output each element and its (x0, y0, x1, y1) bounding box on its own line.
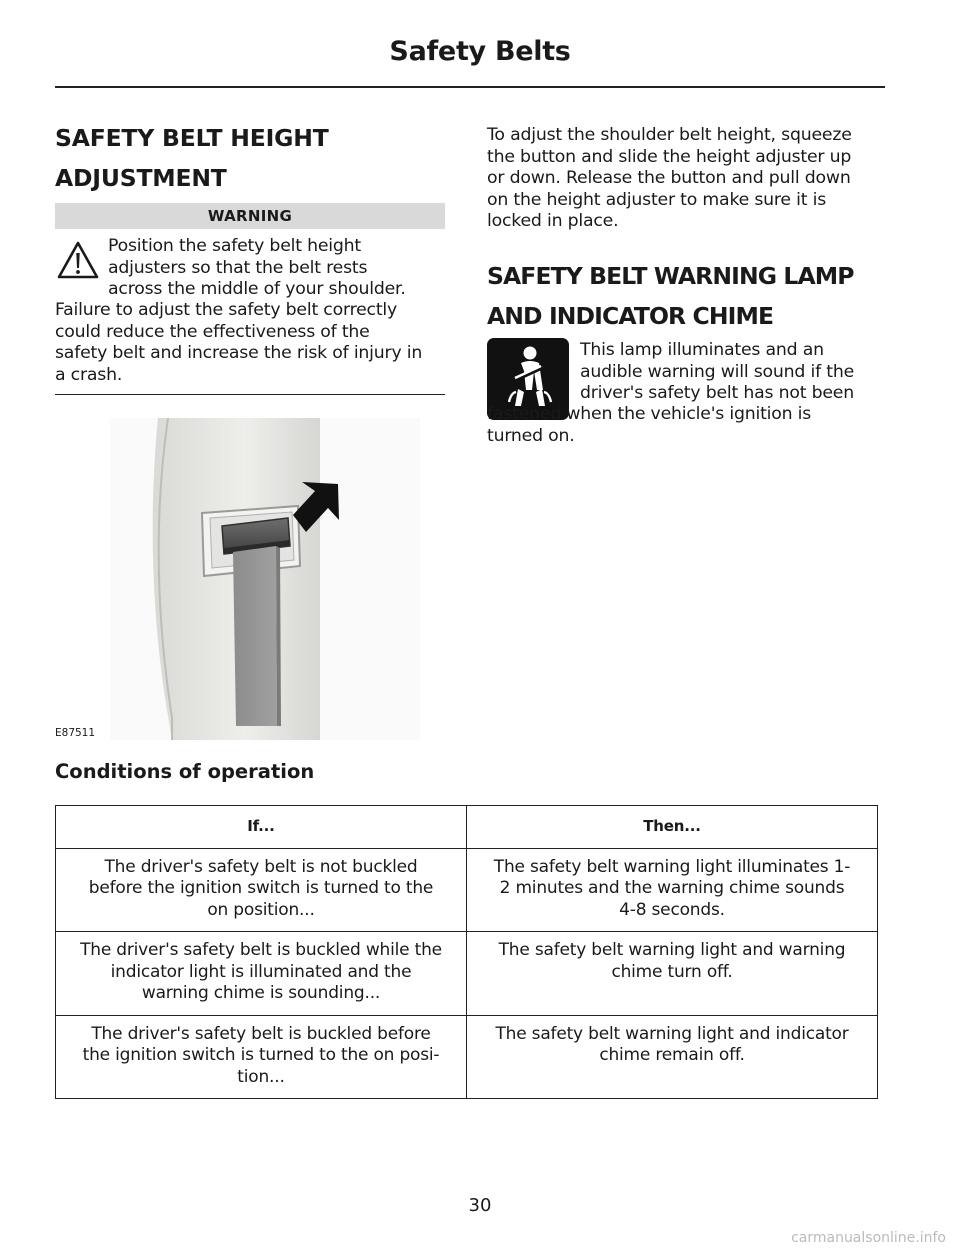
table-row (56, 1015, 878, 1099)
warning-line: a crash. (55, 364, 123, 385)
adjust-line: To adjust the shoulder belt height, squeeze (487, 125, 852, 145)
header-divider (55, 86, 885, 88)
column-header-then: Then... (467, 806, 878, 849)
heading-line: SAFETY BELT WARNING LAMP (487, 262, 854, 290)
warning-line: could reduce the effectiveness of the (55, 321, 370, 342)
page-header-title: Safety Belts (389, 36, 571, 67)
table-cell-if (56, 848, 467, 932)
cell-line: chime turn off. (611, 961, 733, 982)
lamp-line: fastened when the vehicle's ignition is (487, 404, 812, 424)
cell-line: The safety belt warning light and indicator (495, 1023, 849, 1044)
warning-bottom-rule (55, 394, 445, 395)
cell-line: the ignition switch is turned to the on posi- (82, 1045, 440, 1065)
adjust-line: locked in place. (487, 211, 619, 231)
warning-text (55, 300, 447, 386)
warning-text-indented (108, 236, 448, 301)
warning-line: safety belt and increase the risk of injury in (55, 343, 423, 363)
adjust-line: on the height adjuster to make sure it is (487, 189, 827, 210)
heading-line: SAFETY BELT HEIGHT (55, 124, 329, 152)
column-header-if: If... (56, 806, 467, 849)
lamp-line: turned on. (487, 425, 575, 446)
page-number: 30 (468, 1195, 492, 1216)
cell-line: 2 minutes and the warning chime sounds (499, 878, 845, 898)
table-row (56, 932, 878, 1016)
cell-line: The driver's safety belt is buckled while the (80, 940, 442, 960)
lamp-description-indented (580, 340, 890, 405)
figure-id: E87511 (55, 727, 96, 739)
heading-line: ADJUSTMENT (55, 164, 227, 192)
warning-line: Failure to adjust the safety belt correctly (55, 300, 398, 320)
warning-label: WARNING (55, 203, 445, 229)
heading-line: AND INDICATOR CHIME (487, 302, 774, 330)
adjust-line: the button and slide the height adjuster up (487, 146, 852, 167)
belt-height-adjuster-illustration (110, 418, 420, 740)
cell-line: The safety belt warning light and warning (498, 940, 846, 960)
table-cell-then (467, 848, 878, 932)
height-adjustment-heading (55, 118, 329, 198)
warning-line: across the middle of your shoulder. (108, 279, 406, 299)
warning-line: Position the safety belt height (108, 236, 361, 256)
table-cell-if (56, 1015, 467, 1099)
table-cell-then (467, 1015, 878, 1099)
lamp-line: audible warning will sound if the (580, 361, 855, 382)
site-watermark[interactable]: carmanualsonline.info (791, 1230, 946, 1246)
lamp-description (487, 404, 885, 447)
conditions-table (55, 805, 878, 1099)
conditions-heading: Conditions of operation (55, 760, 315, 783)
warning-lamp-heading (487, 256, 854, 336)
cell-line: indicator light is illuminated and the (110, 961, 412, 982)
cell-line: tion... (237, 1066, 285, 1087)
adjust-line: or down. Release the button and pull down (487, 168, 851, 188)
cell-line: 4-8 seconds. (619, 899, 725, 920)
warning-line: adjusters so that the belt rests (108, 257, 368, 278)
table-header-row (56, 806, 878, 849)
cell-line: warning chime is sounding... (141, 983, 381, 1003)
lamp-line: driver's safety belt has not been (580, 383, 854, 403)
cell-line: on position... (207, 899, 315, 920)
cell-line: before the ignition switch is turned to the (88, 878, 434, 898)
lamp-line: This lamp illuminates and an (580, 340, 824, 360)
table-cell-then (467, 932, 878, 1016)
cell-line: chime remain off. (599, 1045, 745, 1065)
table-row (56, 848, 878, 932)
cell-line: The safety belt warning light illuminates 1- (493, 856, 851, 877)
adjust-instructions (487, 125, 885, 233)
cell-line: The driver's safety belt is not buckled (104, 856, 418, 877)
table-cell-if (56, 932, 467, 1016)
warning-triangle-icon (56, 240, 100, 280)
cell-line: The driver's safety belt is buckled before (91, 1023, 431, 1044)
